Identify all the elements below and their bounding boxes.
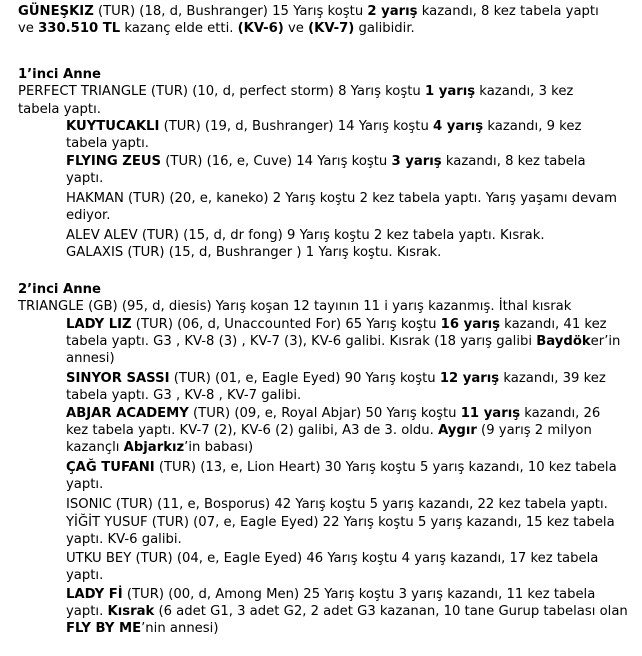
section-heading-dam-1: 1’inci Anne — [18, 67, 101, 82]
offspring-entry: LADY LIZ (TUR) (06, d, Unaccounted For) 65 Yarış koştu 16 yarış kazandı, 41 kez — [66, 317, 607, 332]
offspring-entry-cont: tabela yaptı. G3 , KV-8 , KV-7 galibi. — [66, 388, 302, 403]
earnings: 330.510 TL — [38, 21, 121, 36]
offspring-entry: YİĞİT YUSUF (TUR) (07, e, Eagle Eyed) 22 Yarış koştu 5 yarış kazandı, 15 kez tabela — [66, 515, 615, 530]
offspring-entry: GALAXIS (TUR) (15, d, Bushranger ) 1 Yarış koştu. Kısrak. — [66, 245, 442, 260]
offspring-entry-cont: yaptı. — [66, 171, 104, 186]
offspring-entry: SINYOR SASSI (TUR) (01, e, Eagle Eyed) 90 Yarış koştu 12 yarış kazandı, 39 kez — [66, 371, 606, 386]
horse-name: GÜNEŞKIZ — [18, 4, 94, 19]
race-kv7: (KV-7) — [308, 21, 355, 36]
win-count: 2 yarış — [367, 4, 418, 19]
dam-entry-cont: tabela yaptı. — [18, 102, 101, 117]
offspring-entry-cont: kez tabela yaptı. KV-7 (2), KV-6 (2) galibi, A3 de 3. oldu. Aygır (9 yarış 2 milyon — [66, 423, 592, 438]
offspring-entry-cont: yaptı. — [66, 477, 104, 492]
offspring-entry: ÇAĞ TUFANI (TUR) (13, e, Lion Heart) 30 Yarış koştu 5 yarış kazandı, 10 kez tabela — [66, 460, 617, 475]
offspring-entry-cont: yaptı. Kısrak (6 adet G1, 3 adet G2, 2 adet G3 kazanan, 10 tane Gurup tabelası olan — [66, 604, 628, 619]
offspring-entry-cont: kazançlı Abjarkız’in babası) — [66, 440, 254, 455]
section-heading-dam-2: 2’inci Anne — [18, 282, 101, 297]
offspring-entry-cont: yaptı. — [66, 568, 104, 583]
offspring-entry: KUYTUCAKLI (TUR) (19, d, Bushranger) 14 Yarış koştu 4 yarış kazandı, 9 kez — [66, 119, 582, 134]
offspring-entry: ISONIC (TUR) (11, e, Bosporus) 42 Yarış koştu 5 yarış kazandı, 22 kez tabela yaptı. — [66, 497, 608, 512]
offspring-entry-cont: FLY BY ME’nin annesi) — [66, 621, 219, 636]
intro-line-2: ve 330.510 TL kazanç elde etti. (KV-6) ve (KV-7) galibidir. — [18, 21, 415, 36]
offspring-entry-cont: tabela yaptı. G3 , KV-8 (3) , KV-7 (3), KV-6 galibi. Kısrak (18 yarış galibi Baydöker’in — [66, 334, 621, 349]
offspring-entry: HAKMAN (TUR) (20, e, kaneko) 2 Yarış koştu 2 kez tabela yaptı. Yarış yaşamı devam — [66, 191, 617, 206]
offspring-entry: FLYING ZEUS (TUR) (16, e, Cuve) 14 Yarış koştu 3 yarış kazandı, 8 kez tabela — [66, 154, 586, 169]
offspring-entry-cont: yaptı. KV-6 galibi. — [66, 532, 182, 547]
offspring-entry-cont: annesi) — [66, 351, 115, 366]
offspring-entry: LADY Fİ (TUR) (00, d, Among Men) 25 Yarış koştu 3 yarış kazandı, 11 kez tabela — [66, 587, 596, 602]
dam-entry: TRIANGLE (GB) (95, d, diesis) Yarış koşan 12 tayının 11 i yarış kazanmış. İthal kısrak — [18, 299, 572, 314]
dam-entry: PERFECT TRIANGLE (TUR) (10, d, perfect storm) 8 Yarış koştu 1 yarış kazandı, 3 kez — [18, 84, 574, 99]
offspring-entry-cont: tabela yaptı. — [66, 136, 149, 151]
offspring-entry: ABJAR ACADEMY (TUR) (09, e, Royal Abjar) 50 Yarış koştu 11 yarış kazandı, 26 — [66, 406, 601, 421]
offspring-entry-cont: ediyor. — [66, 208, 111, 223]
offspring-entry: UTKU BEY (TUR) (04, e, Eagle Eyed) 46 Yarış koştu 4 yarış kazandı, 17 kez tabela — [66, 551, 599, 566]
offspring-entry: ALEV ALEV (TUR) (15, d, dr fong) 9 Yarış koştu 2 kez tabela yaptı. Kısrak. — [66, 228, 545, 243]
race-kv6: (KV-6) — [237, 21, 284, 36]
intro-line-1: GÜNEŞKIZ (TUR) (18, d, Bushranger) 15 Yarış koştu 2 yarış kazandı, 8 kez tabela yaptı — [18, 4, 599, 19]
